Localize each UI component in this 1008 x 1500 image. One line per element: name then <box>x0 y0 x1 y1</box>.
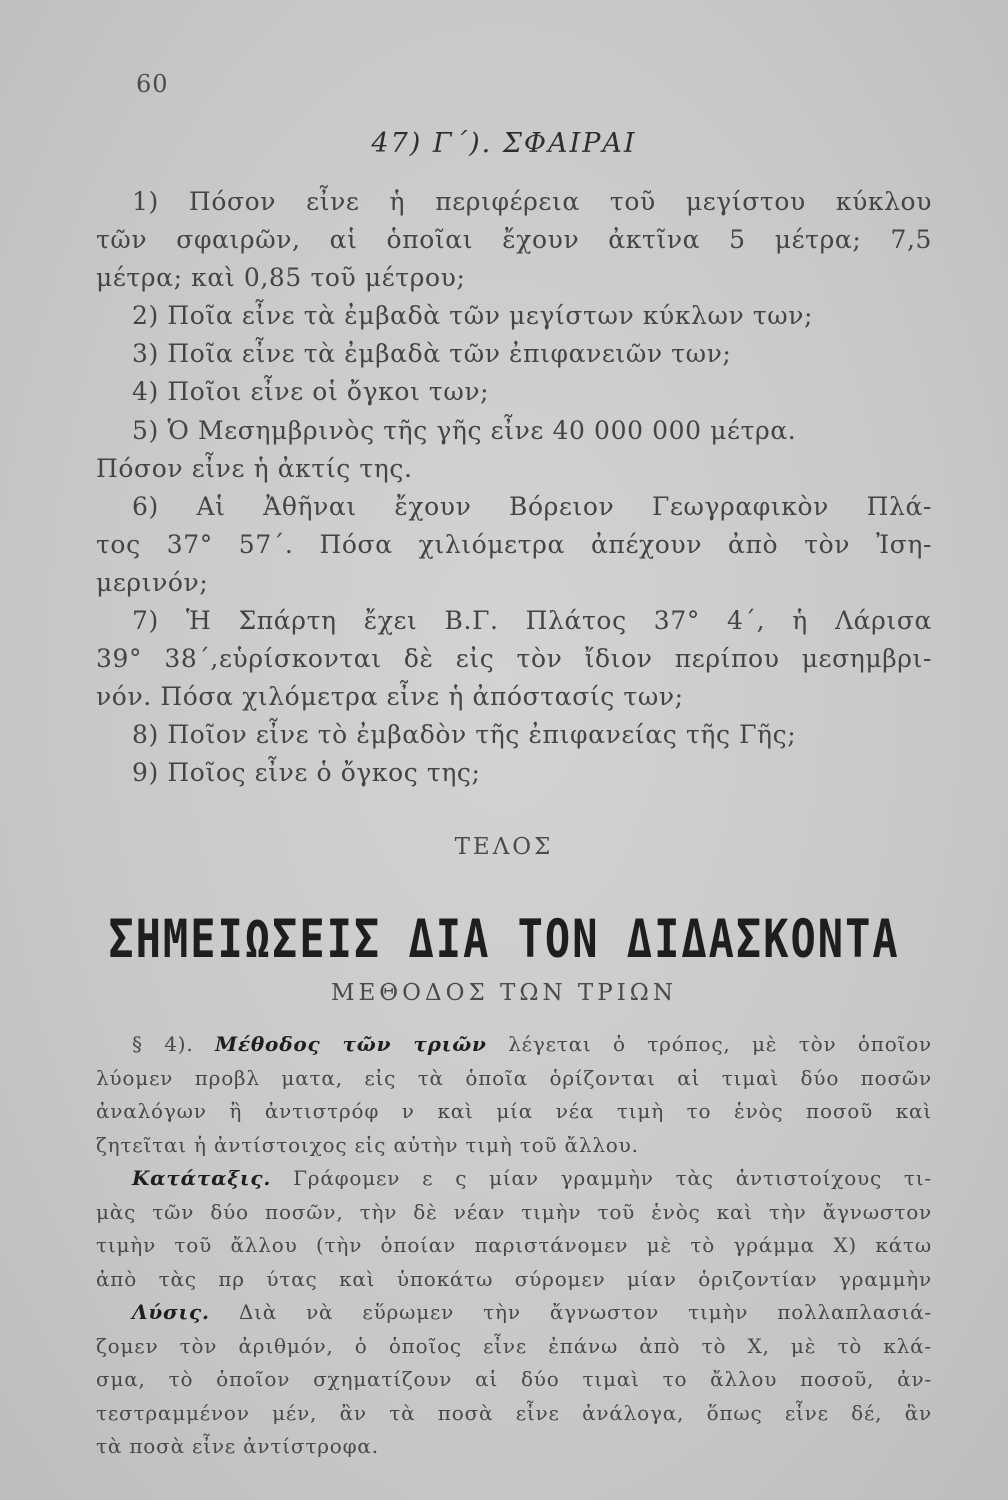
note-line: τεστραμμένον μέν, ἂν τὰ ποσὰ εἶνε ἀνάλογα, ὅπως εἶνε δέ, ἂν <box>96 1400 932 1425</box>
exercise-line: 3) Ποῖα εἶνε τὰ ἐμβαδὰ τῶν ἐπιφανειῶν των; <box>132 339 732 369</box>
end-mark: ΤΕΛΟΣ <box>454 834 554 860</box>
exercise-line: τος 37° 57΄. Πόσα χιλιόμετρα ἀπέχουν ἀπὸ τὸν Ἰση- <box>96 529 932 559</box>
note-line: τιμὴν τοῦ ἄλλου (τὴν ὁποίαν παριστάνομεν μὲ τὸ γράμμα Χ) κάτω <box>96 1233 932 1257</box>
note-line: σμα, τὸ ὁποῖον σχηματίζουν αἱ δύο τιμαὶ το ἄλλου ποσοῦ, ἀν- <box>96 1367 932 1391</box>
note-line: ἀναλόγων ἢ ἀντιστρόφ ν καὶ μία νέα τιμὴ το ἑνὸς ποσοῦ καὶ <box>96 1099 932 1123</box>
note-line <box>96 1028 932 1062</box>
note-line: τὰ ποσὰ εἶνε ἀντίστροφα. <box>96 1434 379 1458</box>
exercise-line: 8) Ποῖον εἶνε τὸ ἐμβαδὸν τῆς ἐπιφανείας τῆς Γῆς; <box>132 720 797 750</box>
exercise-line: Πόσον εἶνε ἡ ἀκτίς της. <box>96 453 413 483</box>
notes-heading: ΣΗΜΕΙΩΣΕΙΣ ΔΙΑ ΤΟΝ ΔΙΔΑΣΚΟΝΤΑ <box>108 908 900 970</box>
note-line <box>96 1296 932 1330</box>
exercise-line: 9) Ποῖος εἶνε ὁ ὄγκος της; <box>132 758 481 788</box>
notes-body <box>96 1028 932 1464</box>
exercise-line: 4) Ποῖοι εἶνε οἱ ὄγκοι των; <box>132 377 490 407</box>
note-line: λύομεν προβλ ματα, εἰς τὰ ὁποῖα ὁρίζονται αἱ τιμαὶ δύο ποσῶν <box>96 1065 932 1090</box>
exercise-line: 6) Αἱ Ἀθῆναι ἔχουν Βόρειον Γεωγραφικὸν Πλά- <box>132 491 932 521</box>
note-text: Γράφομεν ε ς μίαν γραμμὴν τὰς ἀντιστοίχους τι- <box>293 1166 932 1190</box>
term-solution: Λύσις. <box>132 1300 210 1324</box>
note-line: ἀπὸ τὰς πρ ύτας καὶ ὑποκάτω σύρομεν μίαν ὁριζοντίαν γραμμὴν <box>96 1266 932 1291</box>
exercise-line: μερινόν; <box>96 567 209 597</box>
exercise-line: τῶν σφαιρῶν, αἱ ὁποῖαι ἔχουν ἀκτῖνα 5 μέτρα; 7,5 <box>96 225 932 255</box>
exercise-line: νόν. Πόσα χιλόμετρα εἶνε ἡ ἀπόστασίς των; <box>96 682 684 712</box>
note-text: Διὰ νὰ εὕρωμεν τὴν ἄγνωστον τιμὴν πολλαπλασιά- <box>238 1300 932 1324</box>
section-mark: § 4). <box>132 1032 194 1056</box>
note-line <box>96 1162 932 1196</box>
note-line: ζομεν τὸν ἀριθμόν, ὁ ὁποῖος εἶνε ἐπάνω ἀπὸ τὸ Χ, μὲ τὸ κλά- <box>96 1333 932 1358</box>
exercise-line: 7) Ἡ Σπάρτη ἔχει Β.Γ. Πλάτος 37° 4΄, ἡ Λάρισα <box>132 606 932 636</box>
section-title: 47) Γ΄). ΣΦΑΙΡΑΙ <box>371 128 637 159</box>
note-text: λέγεται ὁ τρόπος, μὲ τὸν ὁποῖον <box>508 1032 932 1056</box>
note-line: μὰς τῶν δύο ποσῶν, τὴν δὲ νέαν τιμὴν τοῦ ἑνὸς καὶ τὴν ἄγνωστον <box>96 1199 932 1224</box>
note-line: ζητεῖται ἡ ἀντίστοιχος εἰς αὐτὴν τιμὴ τοῦ ἄλλου. <box>96 1132 639 1157</box>
exercise-line: μέτρα; καὶ 0,85 τοῦ μέτρου; <box>96 263 466 293</box>
exercise-line: 39° 38΄,εὑρίσκονται δὲ εἰς τὸν ἴδιον περίπου μεσημβρι- <box>96 644 932 674</box>
term-arrangement: Κατάταξις. <box>132 1166 272 1190</box>
exercise-line: 5) Ὁ Μεσημβρινὸς τῆς γῆς εἶνε 40 000 000 μέτρα. <box>132 415 797 445</box>
exercise-list <box>96 183 932 793</box>
exercise-line: 2) Ποῖα εἶνε τὰ ἐμβαδὰ τῶν μεγίστων κύκλων των; <box>132 301 814 331</box>
term-method-of-three: Μέθοδος τῶν τριῶν <box>215 1032 487 1056</box>
notes-subtitle: ΜΕΘΟΔΟΣ ΤΩΝ ΤΡΙΩΝ <box>330 980 678 1006</box>
exercise-line: 1) Πόσον εἶνε ἡ περιφέρεια τοῦ μεγίστου κύκλου <box>132 187 932 216</box>
page-number: 60 <box>136 70 169 98</box>
